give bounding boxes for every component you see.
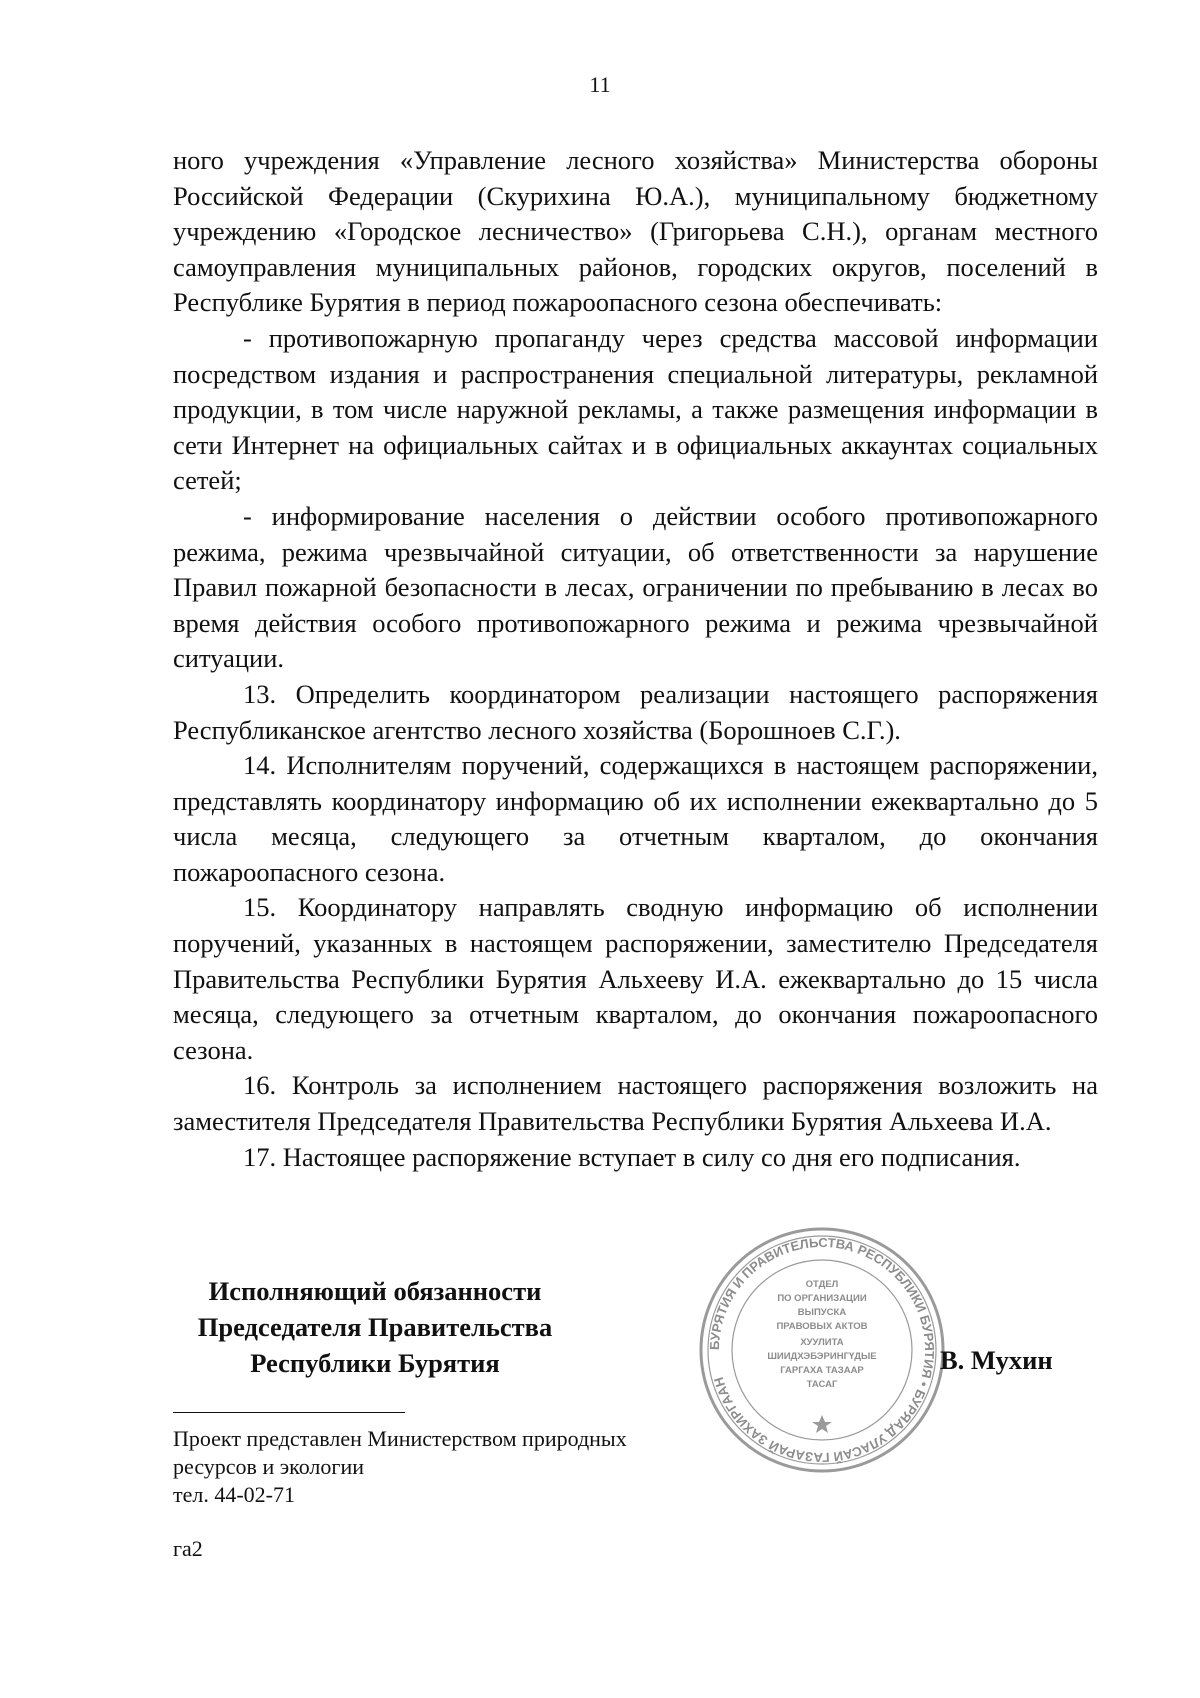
stamp-line: ХУУЛИТА xyxy=(800,1337,844,1348)
stamp-star-icon xyxy=(812,1415,832,1433)
paragraph-16: 16. Контроль за исполнением настоящего распоряжения возложить на заместителя Председателя Правительства Республики Бурятия Альхеева И.А. xyxy=(173,1070,1098,1137)
paragraph-informing: - информирование населения о действии особого противопожарного режима, режима чрезвычайной ситуации, об ответственности за нарушение Правил пожарной безопасности в лесах, ограничении по пребыванию в лесах во время действия особого противопожарного режима и режима чрезвычайной ситуации. xyxy=(173,500,1098,674)
stamp-line: ПРАВОВЫХ АКТОВ xyxy=(776,1321,868,1332)
signatory-name: В. Мухин xyxy=(940,1345,1053,1375)
stamp-ring-text: БУРЯТИЯ И ПРАВИТЕЛЬСТВА РЕСПУБЛИКИ БУРЯТИЯ • БУРЯАД УЛАСАЙ ГАЗАРАЙ ЗАХИРГААН xyxy=(706,1234,938,1466)
paragraph-14: 14. Исполнителям поручений, содержащихся в настоящем распоряжении, представлять координатору информацию об их исполнении ежеквартально до 5 числа месяца, следующего за отчетным кварталом, до окончания пожароопасного сезона. xyxy=(173,750,1098,887)
paragraph-17: 17. Настоящее распоряжение вступает в силу со дня его подписания. xyxy=(243,1141,1021,1172)
paragraph-13: 13. Определить координатором реализации настоящего распоряжения Республиканское агентство лесного хозяйства (Борошноев С.Г.). xyxy=(173,678,1098,745)
body-text xyxy=(173,143,1098,1175)
footnote-line-1: Проект представлен Министерством природных xyxy=(173,1426,627,1451)
signature-title-line-1: Исполняющий обязанности xyxy=(208,1276,542,1306)
paragraph-continuation: ного учреждения «Управление лесного хозяйства» Министерства обороны Российской Федерации (Скурихина Ю.А.), муниципальному бюджетному учреждению «Городское лесничество» (Григорьева С.Н.), органам местного самоуправления муниципальных районов, городских округов, поселений в Республике Бурятия в период пожароопасного сезона обеспечивать: xyxy=(173,145,1098,318)
paragraph-15: 15. Координатору направлять сводную информацию об исполнении поручений, указанных в настоящем распоряжении, заместителю Председателя Правительства Республики Бурятия Альхееву И.А. ежеквартально до 15 числа месяца, следующего за отчетным кварталом, до окончания пожароопасного сезона. xyxy=(173,892,1098,1065)
stamp-line: ТАСАГ xyxy=(806,1379,838,1390)
footnote-divider xyxy=(173,1412,405,1413)
document-code: га2 xyxy=(173,1536,203,1561)
paragraph-propaganda: - противопожарную пропаганду через средства массовой информации посредством издания и распространения специальной литературы, рекламной продукции, в том числе наружной рекламы, а также размещения информации в сети Интернет на официальных сайтах и в официальных аккаунтах социальных сетей; xyxy=(173,322,1098,496)
signature-block xyxy=(165,1273,585,1381)
signature-title-line-3: Республики Бурятия xyxy=(250,1348,500,1378)
page-number: 11 xyxy=(589,72,611,97)
official-stamp xyxy=(697,1225,947,1475)
signature-title-line-2: Председателя Правительства xyxy=(197,1312,553,1342)
stamp-line: ПО ОРГАНИЗАЦИИ xyxy=(777,1293,867,1304)
footnote-line-2: ресурсов и экологии xyxy=(173,1454,364,1479)
stamp-line: ГАРГАХА ТАЗААР xyxy=(780,1365,864,1376)
stamp-line: ОТДЕЛ xyxy=(805,1279,839,1290)
footnote-phone: тел. 44-02-71 xyxy=(173,1482,296,1507)
stamp-line: ШИИДХЭБЭРИНГҮДЫЕ xyxy=(767,1351,877,1362)
footnote xyxy=(173,1425,627,1509)
stamp-line: ВЫПУСКА xyxy=(797,1307,847,1318)
